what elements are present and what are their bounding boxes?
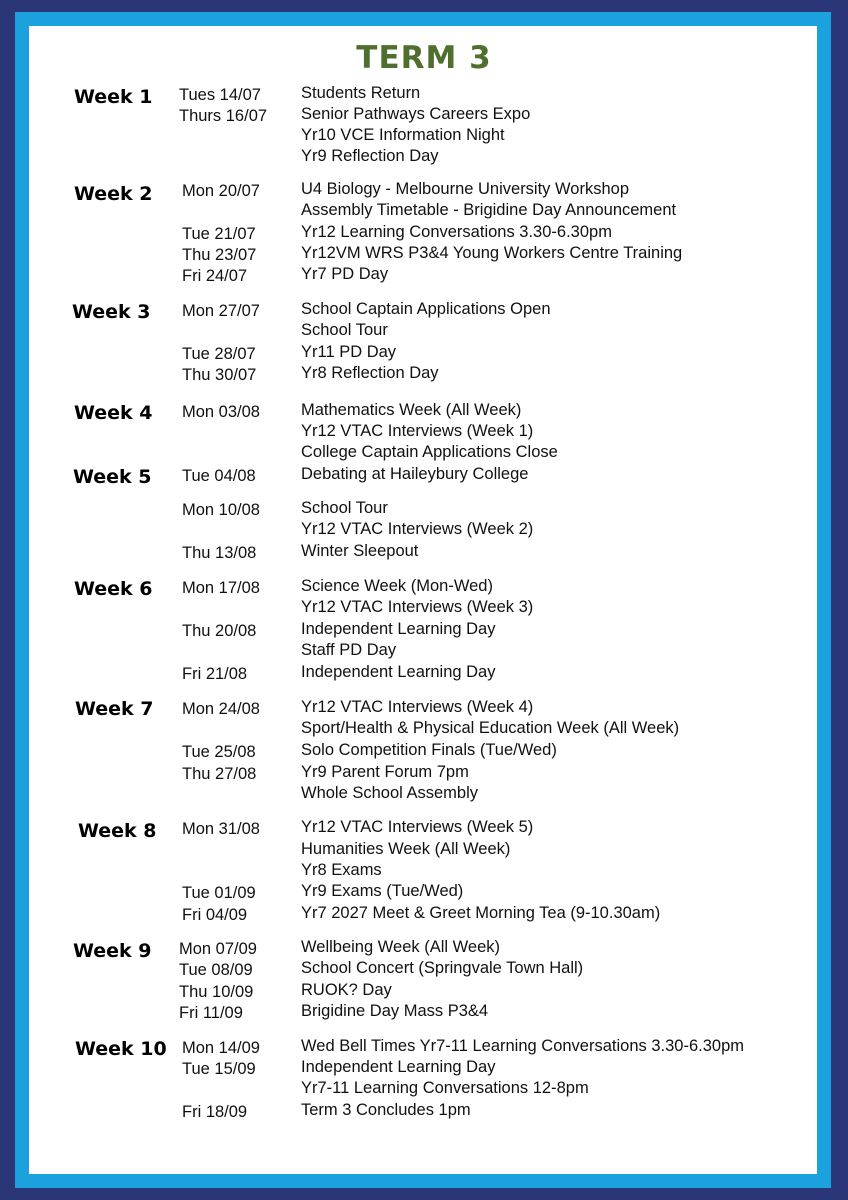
event-description: Yr12 VTAC Interviews (Week 1) [301,422,534,440]
week-label: Week 2 [74,183,153,205]
week-label: Week 6 [74,578,153,600]
event-description: Yr12VM WRS P3&4 Young Workers Centre Training [301,244,683,262]
event-date: Thu 10/09 [179,983,254,1001]
event-date: Tue 15/09 [182,1060,256,1078]
week-label: Week 9 [73,940,152,962]
event-date: Mon 17/08 [182,579,260,597]
event-date: Tues 14/07 [179,86,261,104]
event-description: Solo Competition Finals (Tue/Wed) [301,741,557,759]
event-date: Thu 13/08 [182,544,257,562]
event-date: Tue 08/09 [179,961,253,979]
event-description: Yr10 VCE Information Night [301,126,505,144]
week-label: Week 8 [78,820,157,842]
event-date: Thurs 16/07 [179,107,268,125]
event-date: Fri 21/08 [182,665,248,683]
event-description: School Tour [301,499,388,517]
event-description: Yr7-11 Learning Conversations 12-8pm [301,1079,589,1097]
event-date: Mon 20/07 [182,182,260,200]
event-description: Sport/Health & Physical Education Week (All Week) [301,719,680,737]
event-date: Fri 18/09 [182,1103,248,1121]
event-description: Yr8 Reflection Day [301,364,439,382]
event-description: School Captain Applications Open [301,300,551,318]
event-date: Mon 24/08 [182,700,260,718]
event-description: Term 3 Concludes 1pm [301,1101,471,1119]
event-description: Yr12 VTAC Interviews (Week 4) [301,698,534,716]
event-description: School Concert (Springvale Town Hall) [301,959,584,977]
event-description: Yr12 Learning Conversations 3.30-6.30pm [301,223,612,241]
event-description: Winter Sleepout [301,542,419,560]
week-label: Week 3 [72,301,151,323]
event-date: Tue 01/09 [182,884,256,902]
page-title: TERM 3 [356,40,492,76]
event-description: Wed Bell Times Yr7-11 Learning Conversations 3.30-6.30pm [301,1037,744,1055]
event-description: Students Return [301,84,421,102]
event-description: U4 Biology - Melbourne University Workshop [301,180,629,198]
event-description: Independent Learning Day [301,663,496,681]
event-date: Mon 27/07 [182,302,260,320]
event-date: Mon 31/08 [182,820,260,838]
event-description: Debating at Haileybury College [301,465,529,483]
event-description: Independent Learning Day [301,620,496,638]
event-date: Mon 14/09 [182,1039,260,1057]
event-date: Tue 04/08 [182,467,256,485]
event-description: Assembly Timetable - Brigidine Day Announcement [301,201,677,219]
event-date: Tue 25/08 [182,743,256,761]
event-date: Mon 10/08 [182,501,260,519]
event-description: Yr9 Parent Forum 7pm [301,763,469,781]
event-description: RUOK? Day [301,981,392,999]
event-description: Yr8 Exams [301,861,382,879]
event-date: Thu 27/08 [182,765,257,783]
week-label: Week 10 [75,1038,167,1060]
event-description: Mathematics Week (All Week) [301,401,522,419]
week-label: Week 1 [74,86,153,108]
event-description: Yr9 Reflection Day [301,147,439,165]
event-description: Yr12 VTAC Interviews (Week 2) [301,520,534,538]
event-date: Thu 23/07 [182,246,257,264]
event-description: Independent Learning Day [301,1058,496,1076]
event-date: Tue 21/07 [182,225,256,243]
event-date: Fri 04/09 [182,906,248,924]
event-description: Yr11 PD Day [301,343,397,361]
event-description: Yr7 2027 Meet & Greet Morning Tea (9-10.30am) [301,904,661,922]
event-description: Whole School Assembly [301,784,478,802]
event-description: Wellbeing Week (All Week) [301,938,500,956]
event-description: Yr7 PD Day [301,265,389,283]
week-label: Week 7 [75,698,154,720]
event-date: Thu 30/07 [182,366,257,384]
event-description: Brigidine Day Mass P3&4 [301,1002,489,1020]
week-label: Week 4 [74,402,153,424]
event-description: Yr12 VTAC Interviews (Week 3) [301,598,534,616]
event-date: Thu 20/08 [182,622,257,640]
event-date: Mon 03/08 [182,403,260,421]
event-description: Science Week (Mon-Wed) [301,577,493,595]
event-description: College Captain Applications Close [301,443,558,461]
event-date: Fri 11/09 [179,1004,243,1022]
event-date: Fri 24/07 [182,267,248,285]
event-description: Yr9 Exams (Tue/Wed) [301,882,464,900]
event-description: Yr12 VTAC Interviews (Week 5) [301,818,534,836]
week-label: Week 5 [73,466,152,488]
event-date: Mon 07/09 [179,940,257,958]
event-date: Tue 28/07 [182,345,256,363]
event-description: School Tour [301,321,388,339]
event-description: Senior Pathways Careers Expo [301,105,531,123]
event-description: Humanities Week (All Week) [301,840,511,858]
event-description: Staff PD Day [301,641,397,659]
